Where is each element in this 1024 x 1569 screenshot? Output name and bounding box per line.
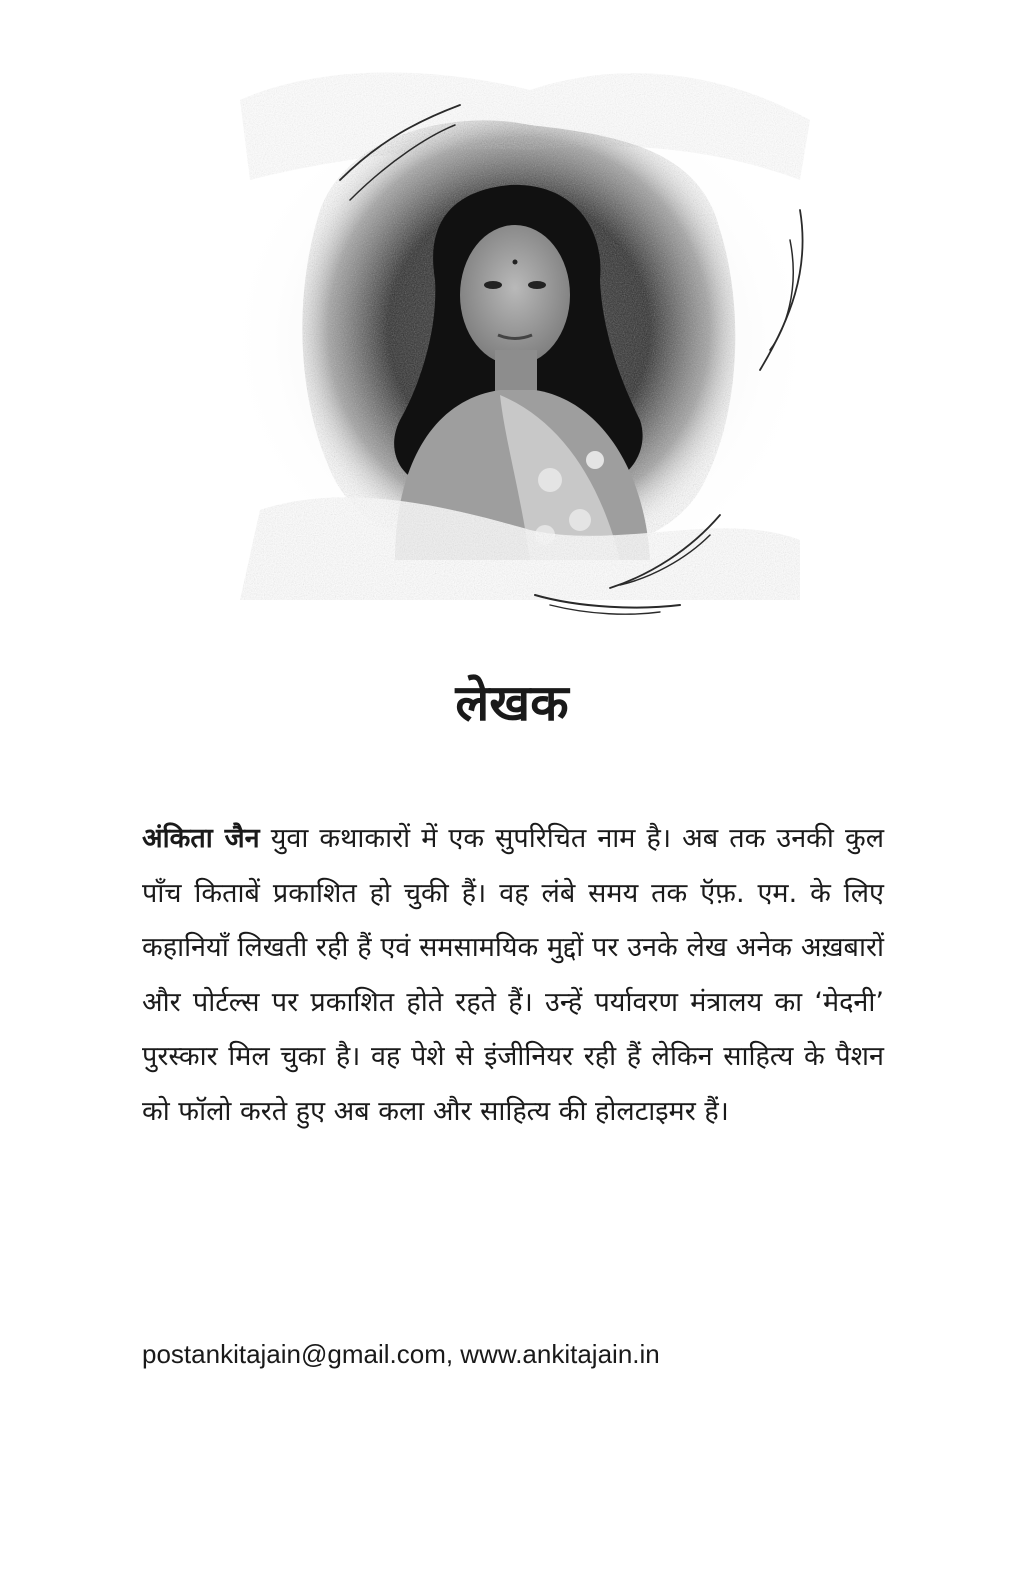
- author-photo: [200, 40, 840, 640]
- author-bio: [142, 812, 884, 1139]
- bio-text: युवा कथाकारों में एक सुपरिचित नाम है। अब तक उनकी कुल पाँच किताबें प्रकाशित हो चुकी हैं। वह लंबे समय तक ऍफ़. एम. के लिए कहानियाँ लिखती रही हैं एवं समसामयिक मुद्दों पर उनके लेख अनेक अख़बारों और पोर्टल्स पर प्रकाशित होते रहते हैं। उन्हें पर्यावरण मंत्रालय का ‘मेदनी’ पुरस्कार मिल चुका है। वह पेशे से इंजीनियर रही हैं लेकिन साहित्य के पैशन को फॉलो करते हुए अब कला और साहित्य की होलटाइमर हैं।: [142, 823, 884, 1127]
- page-title: लेखक: [455, 674, 569, 732]
- author-name: अंकिता जैन: [142, 823, 260, 854]
- contact-info: postankitajain@gmail.com, www.ankitajain.in: [142, 1339, 660, 1369]
